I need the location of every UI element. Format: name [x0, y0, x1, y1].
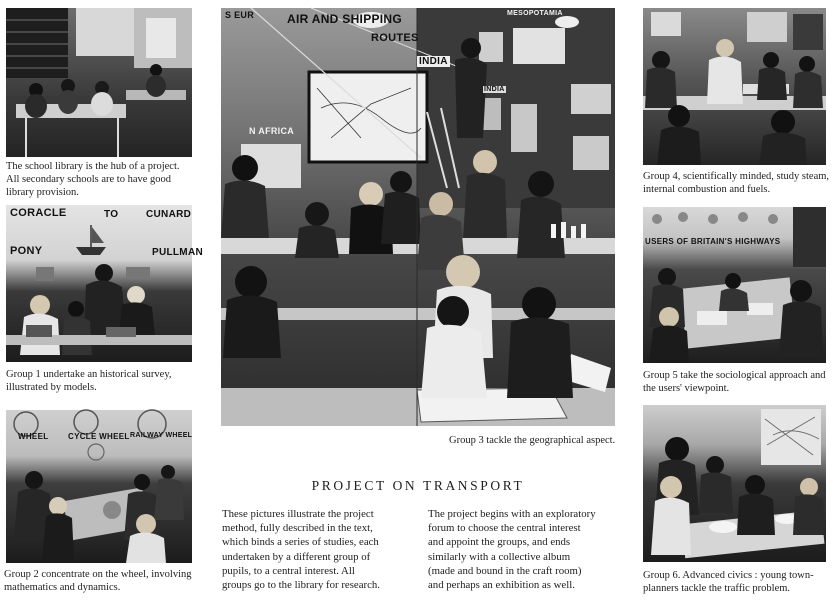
- body-line: groups go to the library for research.: [222, 579, 380, 592]
- body-line: pupils, to a central interest. All: [222, 564, 355, 577]
- library-caption: [6, 160, 180, 199]
- body-line: similarly with a collective album: [428, 550, 571, 563]
- group4-caption: [643, 170, 829, 196]
- wall-label-wheel: WHEEL: [18, 432, 49, 441]
- body-line: and perhaps an exhibition as well.: [428, 579, 575, 592]
- library-photo: [6, 8, 192, 157]
- caption-line: Group 3 tackle the geographical aspect.: [449, 435, 616, 446]
- wall-label-railway-wheel: RAILWAY WHEEL: [130, 432, 193, 439]
- wall-label-cunard: CUNARD: [146, 209, 192, 220]
- body-line: The project begins with an exploratory: [428, 508, 596, 520]
- page-title: PROJECT ON TRANSPORT: [311, 478, 525, 493]
- wall-label-routes: ROUTES: [371, 32, 419, 44]
- wall-label-users-of-britains-highways: USERS OF BRITAIN'S HIGHWAYS: [645, 237, 781, 246]
- wall-label-coracle: CORACLE: [10, 207, 67, 219]
- wall-label-india: INDIA: [419, 56, 448, 67]
- caption-line: All secondary schools are to have good: [6, 174, 172, 185]
- caption-line: mathematics and dynamics.: [4, 582, 121, 593]
- body-line: forum to choose the central interest: [428, 522, 581, 535]
- caption-line: illustrated by models.: [6, 382, 97, 393]
- group1-photo: [6, 205, 203, 362]
- group2-caption: [4, 568, 192, 594]
- caption-line: the users' viewpoint.: [643, 383, 730, 394]
- body-line: and appoint the groups, and ends: [428, 536, 571, 549]
- body-line: These pictures illustrate the project: [222, 508, 374, 520]
- wall-label-air-and-shipping: AIR AND SHIPPING: [287, 12, 403, 26]
- wall-label-s-eur: S EUR: [225, 10, 255, 20]
- body-column-right: [428, 507, 596, 592]
- caption-line: Group 4, scientifically minded, study steam,: [643, 171, 830, 182]
- caption-line: The school library is the hub of a project.: [6, 161, 180, 172]
- group5-scene: [643, 207, 826, 363]
- body-line: which binds a series of studies, each: [222, 536, 379, 549]
- group4-scene: [643, 8, 826, 165]
- body-line: undertaken by a different group of: [222, 550, 371, 563]
- group4-photo: [643, 8, 826, 165]
- wall-label-pony: PONY: [10, 245, 43, 257]
- body-line: (made and bound in the craft room): [428, 564, 582, 577]
- wall-label-pullman: PULLMAN: [152, 247, 203, 258]
- wall-label-n-africa: N AFRICA: [249, 126, 295, 136]
- wall-label-india-2: INDIA: [484, 86, 505, 93]
- caption-line: Group 2 concentrate on the wheel, involving: [4, 569, 192, 580]
- body-line: method, fully described in the text,: [222, 522, 373, 535]
- group3-scene: [221, 8, 615, 426]
- group3-caption: [449, 434, 615, 447]
- group2-photo: [6, 410, 192, 563]
- caption-line: library provision.: [6, 187, 79, 198]
- wall-label-mesopotamia: MESOPOTAMIA: [507, 10, 563, 17]
- wall-label-to: TO: [104, 209, 119, 220]
- body-column-left: [222, 507, 380, 592]
- group5-caption: [643, 369, 826, 395]
- group1-caption: [6, 368, 172, 394]
- group5-photo: [643, 207, 826, 363]
- group1-scene: [6, 205, 192, 362]
- library-scene: [6, 8, 192, 157]
- wall-label-cycle-wheel: CYCLE WHEEL: [68, 432, 130, 441]
- caption-line: Group 5 take the sociological approach and: [643, 370, 826, 381]
- caption-line: Group 6. Advanced civics : young town-: [643, 570, 814, 581]
- group3-photo: [221, 8, 615, 426]
- group6-caption: [643, 569, 814, 595]
- group6-scene: [643, 405, 826, 562]
- caption-line: internal combustion and fuels.: [643, 184, 771, 195]
- caption-line: Group 1 undertake an historical survey,: [6, 369, 172, 380]
- group6-photo: [643, 405, 826, 562]
- caption-line: planners tackle the traffic problem.: [643, 583, 791, 594]
